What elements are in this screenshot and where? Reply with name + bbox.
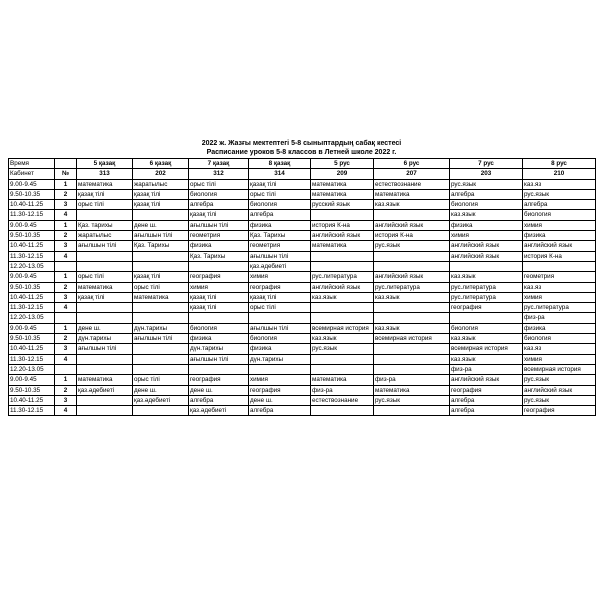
- subject-cell: Қаз. тарихы: [77, 220, 133, 230]
- subject-cell: математика: [77, 179, 133, 189]
- subject-cell: рус.литература: [374, 282, 450, 292]
- subject-cell: [189, 313, 249, 323]
- subject-cell: [77, 406, 133, 416]
- subject-cell: Қаз. Тарихы: [189, 251, 249, 261]
- subject-cell: [133, 303, 189, 313]
- subject-cell: [133, 313, 189, 323]
- subject-cell: жаратылыс: [133, 179, 189, 189]
- subject-cell: қазақ тілі: [189, 303, 249, 313]
- num-header: №: [55, 169, 77, 179]
- lesson-number-cell: 4: [55, 406, 77, 416]
- lesson-number-cell: 2: [55, 334, 77, 344]
- subject-cell: математика: [133, 292, 189, 302]
- subject-cell: английский язык: [450, 241, 523, 251]
- subject-cell: русский язык: [311, 200, 374, 210]
- room-number: 312: [189, 169, 249, 179]
- subject-cell: биология: [450, 200, 523, 210]
- subject-cell: алгебра: [450, 189, 523, 199]
- subject-cell: [311, 251, 374, 261]
- subject-cell: қазақ тілі: [249, 292, 311, 302]
- subject-cell: [311, 354, 374, 364]
- subject-cell: химия: [450, 231, 523, 241]
- subject-cell: каз.язык: [374, 323, 450, 333]
- subject-cell: рус.литература: [450, 292, 523, 302]
- time-cell: 9.00-9.45: [9, 375, 55, 385]
- subject-cell: биология: [249, 200, 311, 210]
- table-row: [9, 375, 596, 385]
- subject-cell: естествознание: [311, 395, 374, 405]
- subject-cell: рус.литература: [523, 303, 596, 313]
- time-cell: 9.00-9.45: [9, 323, 55, 333]
- subject-cell: алгебра: [189, 395, 249, 405]
- table-row: [9, 406, 596, 416]
- subject-cell: дене ш.: [77, 323, 133, 333]
- subject-cell: биология: [523, 210, 596, 220]
- subject-cell: математика: [311, 241, 374, 251]
- room-row: [9, 169, 596, 179]
- subject-cell: математика: [311, 179, 374, 189]
- subject-cell: рус.литература: [450, 282, 523, 292]
- subject-cell: каз.язык: [311, 334, 374, 344]
- table-row: [9, 354, 596, 364]
- subject-cell: [133, 261, 189, 271]
- subject-cell: биология: [189, 189, 249, 199]
- time-cell: 12.20-13.05: [9, 261, 55, 271]
- table-row: [9, 200, 596, 210]
- class-header: 7 қазақ: [189, 159, 249, 169]
- subject-cell: алгебра: [523, 200, 596, 210]
- subject-cell: математика: [374, 189, 450, 199]
- subject-cell: алгебра: [450, 406, 523, 416]
- subject-cell: английский язык: [374, 272, 450, 282]
- subject-cell: қазақ тілі: [133, 189, 189, 199]
- subject-cell: қаз.әдебиеті: [77, 385, 133, 395]
- room-label: Кабинет: [9, 169, 55, 179]
- lesson-number-cell: 1: [55, 179, 77, 189]
- subject-cell: [133, 251, 189, 261]
- subject-cell: рус.язык: [311, 344, 374, 354]
- subject-cell: физ-ра: [311, 385, 374, 395]
- subject-cell: физика: [249, 220, 311, 230]
- time-cell: 11.30-12.15: [9, 210, 55, 220]
- subject-cell: каз.язык: [450, 272, 523, 282]
- subject-cell: қаз.әдебиеті: [249, 261, 311, 271]
- subject-cell: [374, 303, 450, 313]
- time-header: Время: [9, 159, 55, 169]
- time-cell: 9.00-9.45: [9, 179, 55, 189]
- subject-cell: алгебра: [450, 395, 523, 405]
- table-row: [9, 334, 596, 344]
- subject-cell: каз.язык: [311, 292, 374, 302]
- subject-cell: география: [249, 282, 311, 292]
- subject-cell: [374, 406, 450, 416]
- subject-cell: алгебра: [249, 210, 311, 220]
- title-kazakh: 2022 ж. Жазғы мектептегі 5-8 сыныптардың сабақ кестесі: [201, 140, 402, 147]
- subject-cell: [311, 210, 374, 220]
- subject-cell: каз.яз: [523, 344, 596, 354]
- lesson-number-cell: 4: [55, 303, 77, 313]
- subject-cell: английский язык: [523, 385, 596, 395]
- subject-cell: физика: [189, 334, 249, 344]
- subject-cell: рус.язык: [523, 189, 596, 199]
- subject-cell: рус.язык: [450, 179, 523, 189]
- subject-cell: Қаз. Тарихы: [249, 231, 311, 241]
- subject-cell: каз.язык: [374, 292, 450, 302]
- subject-cell: география: [189, 375, 249, 385]
- subject-cell: [311, 406, 374, 416]
- subject-cell: орыс тілі: [249, 303, 311, 313]
- subject-cell: [77, 395, 133, 405]
- subject-cell: қазақ тілі: [189, 292, 249, 302]
- spreadsheet: [8, 139, 595, 416]
- lesson-number-cell: 4: [55, 354, 77, 364]
- subject-cell: [374, 313, 450, 323]
- subject-cell: дене ш.: [133, 220, 189, 230]
- time-cell: 10.40-11.25: [9, 395, 55, 405]
- subject-cell: физика: [450, 220, 523, 230]
- table-row: [9, 251, 596, 261]
- subject-cell: математика: [77, 282, 133, 292]
- subject-cell: химия: [523, 220, 596, 230]
- time-cell: 12.20-13.05: [9, 364, 55, 374]
- subject-cell: қазақ тілі: [189, 210, 249, 220]
- subject-cell: [189, 261, 249, 271]
- subject-cell: всемирная история: [374, 334, 450, 344]
- schedule-table: [8, 158, 596, 416]
- subject-cell: [133, 364, 189, 374]
- subject-cell: английский язык: [450, 251, 523, 261]
- table-row: [9, 395, 596, 405]
- time-cell: 9.00-9.45: [9, 220, 55, 230]
- subject-cell: каз.язык: [450, 354, 523, 364]
- table-row: [9, 292, 596, 302]
- subject-cell: биология: [189, 323, 249, 333]
- subject-cell: геометрия: [249, 241, 311, 251]
- subject-cell: [311, 364, 374, 374]
- time-cell: 9.50-10.35: [9, 231, 55, 241]
- subject-cell: физика: [189, 241, 249, 251]
- subject-cell: география: [189, 272, 249, 282]
- subject-cell: ағылшын тілі: [77, 344, 133, 354]
- num-header-blank: [55, 159, 77, 169]
- subject-cell: [450, 313, 523, 323]
- table-row: [9, 272, 596, 282]
- lesson-number-cell: 2: [55, 231, 77, 241]
- subject-cell: [77, 364, 133, 374]
- subject-cell: каз.язык: [450, 334, 523, 344]
- subject-cell: физ-ра: [374, 375, 450, 385]
- subject-cell: [311, 261, 374, 271]
- time-cell: 10.40-11.25: [9, 292, 55, 302]
- subject-cell: [374, 261, 450, 271]
- time-cell: 11.30-12.15: [9, 303, 55, 313]
- subject-cell: математика: [311, 375, 374, 385]
- subject-cell: [77, 354, 133, 364]
- subject-cell: физика: [523, 231, 596, 241]
- class-header: 8 рус: [523, 159, 596, 169]
- time-cell: 9.50-10.35: [9, 189, 55, 199]
- room-number: 207: [374, 169, 450, 179]
- subject-cell: история К-на: [374, 231, 450, 241]
- subject-cell: каз.яз: [523, 179, 596, 189]
- subject-cell: [133, 344, 189, 354]
- table-row: [9, 313, 596, 323]
- subject-cell: рус.язык: [374, 395, 450, 405]
- subject-cell: қазақ тілі: [133, 200, 189, 210]
- lesson-number-cell: 3: [55, 395, 77, 405]
- subject-cell: орыс тілі: [249, 189, 311, 199]
- subject-cell: қазақ тілі: [77, 292, 133, 302]
- table-row: [9, 179, 596, 189]
- subject-cell: химия: [249, 272, 311, 282]
- subject-cell: химия: [249, 375, 311, 385]
- subject-cell: химия: [189, 282, 249, 292]
- lesson-number-cell: 3: [55, 200, 77, 210]
- time-cell: 9.50-10.35: [9, 385, 55, 395]
- subject-cell: дүн.тарихы: [77, 334, 133, 344]
- subject-cell: физ-ра: [523, 313, 596, 323]
- table-row: [9, 210, 596, 220]
- subject-cell: биология: [249, 334, 311, 344]
- table-row: [9, 282, 596, 292]
- subject-cell: дүн.тарихы: [249, 354, 311, 364]
- subject-cell: всемирная история: [450, 344, 523, 354]
- subject-cell: [374, 210, 450, 220]
- subject-cell: ағылшын тілі: [133, 231, 189, 241]
- subject-cell: қаз.әдебиеті: [133, 395, 189, 405]
- subject-cell: [77, 303, 133, 313]
- subject-cell: химия: [523, 292, 596, 302]
- class-header: 5 рус: [311, 159, 374, 169]
- lesson-number-cell: [55, 261, 77, 271]
- table-row: [9, 364, 596, 374]
- subject-cell: дене ш.: [133, 385, 189, 395]
- class-header: 6 қазақ: [133, 159, 189, 169]
- subject-cell: физ-ра: [450, 364, 523, 374]
- lesson-number-cell: 3: [55, 344, 77, 354]
- table-row: [9, 220, 596, 230]
- time-cell: 9.50-10.35: [9, 282, 55, 292]
- lesson-number-cell: 1: [55, 272, 77, 282]
- subject-cell: [133, 210, 189, 220]
- table-row: [9, 323, 596, 333]
- subject-cell: орыс тілі: [77, 200, 133, 210]
- subject-cell: алгебра: [249, 406, 311, 416]
- subject-cell: всемирная история: [311, 323, 374, 333]
- subject-cell: [374, 344, 450, 354]
- subject-cell: [374, 251, 450, 261]
- time-cell: 11.30-12.15: [9, 354, 55, 364]
- subject-cell: химия: [523, 354, 596, 364]
- subject-cell: ағылшын тілі: [77, 241, 133, 251]
- subject-cell: английский язык: [311, 282, 374, 292]
- subject-cell: рус.язык: [523, 375, 596, 385]
- subject-cell: [523, 261, 596, 271]
- subject-cell: география: [450, 303, 523, 313]
- time-cell: 10.40-11.25: [9, 200, 55, 210]
- class-header: 5 қазақ: [77, 159, 133, 169]
- lesson-number-cell: 3: [55, 241, 77, 251]
- subject-cell: ағылшын тілі: [249, 323, 311, 333]
- table-row: [9, 231, 596, 241]
- subject-cell: биология: [523, 334, 596, 344]
- time-cell: 9.00-9.45: [9, 272, 55, 282]
- subject-cell: орыс тілі: [189, 179, 249, 189]
- lesson-number-cell: 3: [55, 292, 77, 302]
- subject-cell: қаз.әдебиеті: [189, 406, 249, 416]
- subject-cell: [374, 354, 450, 364]
- class-header: 8 қазақ: [249, 159, 311, 169]
- subject-cell: рус.язык: [523, 395, 596, 405]
- time-cell: 11.30-12.15: [9, 251, 55, 261]
- subject-cell: [311, 303, 374, 313]
- subject-cell: [249, 313, 311, 323]
- lesson-number-cell: 1: [55, 375, 77, 385]
- time-cell: 10.40-11.25: [9, 344, 55, 354]
- subject-cell: орыс тілі: [77, 272, 133, 282]
- subject-cell: английский язык: [311, 231, 374, 241]
- title-russian: Расписание уроков 5-8 классов в Летней школе 2022 г.: [206, 149, 397, 156]
- subject-cell: [311, 313, 374, 323]
- lesson-number-cell: 4: [55, 210, 77, 220]
- subject-cell: [249, 364, 311, 374]
- class-header: 6 рус: [374, 159, 450, 169]
- lesson-number-cell: 2: [55, 385, 77, 395]
- subject-cell: қазақ тілі: [133, 272, 189, 282]
- subject-cell: орыс тілі: [133, 282, 189, 292]
- subject-cell: английский язык: [523, 241, 596, 251]
- table-row: [9, 303, 596, 313]
- subject-cell: рус.язык: [374, 241, 450, 251]
- subject-cell: каз.язык: [450, 210, 523, 220]
- table-row: [9, 189, 596, 199]
- subject-cell: геометрия: [523, 272, 596, 282]
- subject-cell: география: [523, 406, 596, 416]
- room-number: 313: [77, 169, 133, 179]
- subject-cell: математика: [77, 375, 133, 385]
- subject-cell: орыс тілі: [133, 375, 189, 385]
- subject-cell: биология: [450, 323, 523, 333]
- subject-cell: жаратылыс: [77, 231, 133, 241]
- subject-cell: дене ш.: [189, 385, 249, 395]
- subject-cell: английский язык: [450, 375, 523, 385]
- subject-cell: ағылшын тілі: [189, 220, 249, 230]
- subject-cell: география: [450, 385, 523, 395]
- subject-cell: английский язык: [374, 220, 450, 230]
- subject-cell: математика: [311, 189, 374, 199]
- subject-cell: всемирная история: [523, 364, 596, 374]
- subject-cell: математика: [374, 385, 450, 395]
- lesson-number-cell: 1: [55, 220, 77, 230]
- subject-cell: ағылшын тілі: [249, 251, 311, 261]
- room-number: 202: [133, 169, 189, 179]
- class-header: 7 рус: [450, 159, 523, 169]
- subject-cell: история К-на: [523, 251, 596, 261]
- subject-cell: дүн.тарихы: [189, 344, 249, 354]
- lesson-number-cell: 2: [55, 282, 77, 292]
- subject-cell: каз.язык: [374, 200, 450, 210]
- time-cell: 12.20-13.05: [9, 313, 55, 323]
- subject-cell: география: [249, 385, 311, 395]
- time-cell: 10.40-11.25: [9, 241, 55, 251]
- table-row: [9, 385, 596, 395]
- time-cell: 9.50-10.35: [9, 334, 55, 344]
- lesson-number-cell: 1: [55, 323, 77, 333]
- subject-cell: дүн.тарихы: [133, 323, 189, 333]
- table-row: [9, 344, 596, 354]
- lesson-number-cell: 2: [55, 189, 77, 199]
- subject-cell: геометрия: [189, 231, 249, 241]
- room-number: 314: [249, 169, 311, 179]
- subject-cell: физика: [523, 323, 596, 333]
- subject-cell: ағылшын тілі: [189, 354, 249, 364]
- subject-cell: қазақ тілі: [77, 189, 133, 199]
- subject-cell: [450, 261, 523, 271]
- subject-cell: [77, 251, 133, 261]
- time-cell: 11.30-12.15: [9, 406, 55, 416]
- subject-cell: естествознание: [374, 179, 450, 189]
- subject-cell: [133, 406, 189, 416]
- lesson-number-cell: 4: [55, 251, 77, 261]
- subject-cell: Қаз. Тарихы: [133, 241, 189, 251]
- subject-cell: [189, 364, 249, 374]
- room-number: 210: [523, 169, 596, 179]
- subject-cell: [77, 261, 133, 271]
- subject-cell: рус.литература: [311, 272, 374, 282]
- subject-cell: [77, 313, 133, 323]
- subject-cell: каз.яз: [523, 282, 596, 292]
- subject-cell: история К-на: [311, 220, 374, 230]
- lesson-number-cell: [55, 364, 77, 374]
- table-row: [9, 241, 596, 251]
- subject-cell: қазақ тілі: [249, 179, 311, 189]
- subject-cell: [133, 354, 189, 364]
- room-number: 209: [311, 169, 374, 179]
- table-row: [9, 261, 596, 271]
- header-row: [9, 159, 596, 169]
- subject-cell: [374, 364, 450, 374]
- lesson-number-cell: [55, 313, 77, 323]
- room-number: 203: [450, 169, 523, 179]
- subject-cell: ағылшын тілі: [133, 334, 189, 344]
- subject-cell: физика: [249, 344, 311, 354]
- subject-cell: [77, 210, 133, 220]
- subject-cell: дене ш.: [249, 395, 311, 405]
- subject-cell: алгебра: [189, 200, 249, 210]
